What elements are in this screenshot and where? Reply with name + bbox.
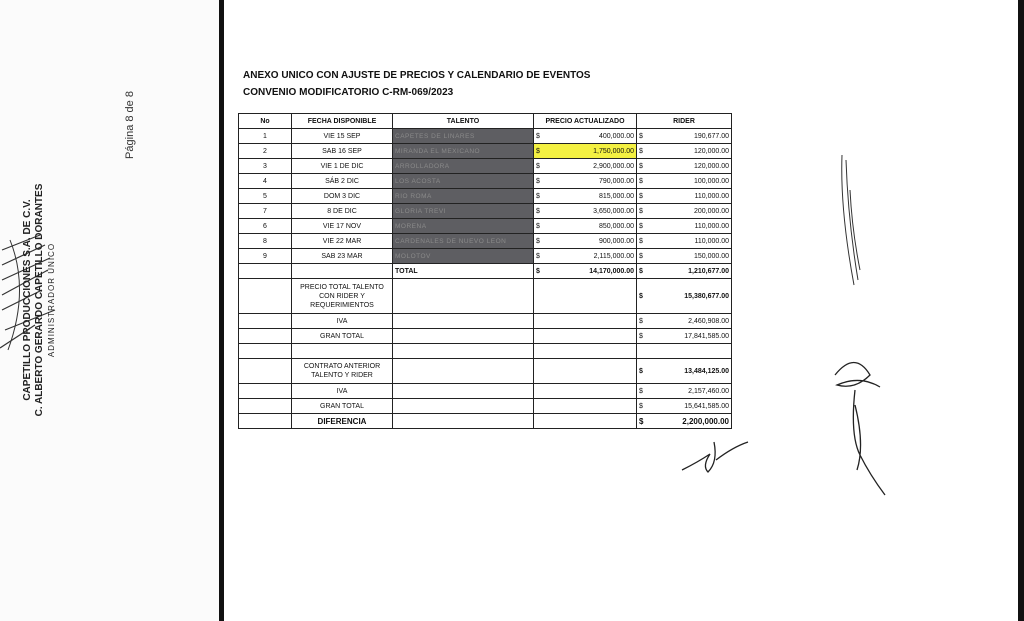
row-precio xyxy=(534,159,637,174)
gran-total-amount: 17,841,585.00 xyxy=(684,332,729,340)
row-no: 5 xyxy=(239,189,292,204)
currency-sign: $ xyxy=(639,192,643,200)
empty-cell xyxy=(393,344,534,359)
currency-sign: $ xyxy=(639,387,643,395)
total-label: TOTAL xyxy=(393,264,534,279)
currency-sign: $ xyxy=(639,267,643,275)
total-rider xyxy=(637,264,732,279)
summary-iva-row xyxy=(239,384,732,399)
initials-signature xyxy=(678,432,753,477)
currency-sign: $ xyxy=(639,162,643,170)
empty-cell xyxy=(239,384,292,399)
empty-cell xyxy=(292,264,393,279)
contrato-anterior-value xyxy=(637,359,732,384)
blank-row xyxy=(239,344,732,359)
row-talento: CAPETES DE LINARES xyxy=(393,129,534,144)
company-stamp xyxy=(22,184,58,417)
margin-signature-bottom xyxy=(825,345,895,500)
currency-sign: $ xyxy=(536,267,540,275)
currency-sign: $ xyxy=(639,147,643,155)
diferencia-amount: 2,200,000.00 xyxy=(682,416,729,426)
summary-precio-total-row xyxy=(239,279,732,314)
empty-cell xyxy=(534,279,637,314)
row-rider xyxy=(637,219,732,234)
row-rider xyxy=(637,144,732,159)
empty-cell xyxy=(393,359,534,384)
company-name: CAPETILLO PRODUCCIONES S.A. DE C.V. xyxy=(22,199,33,401)
row-precio-highlighted xyxy=(534,144,637,159)
row-talento: MORENA xyxy=(393,219,534,234)
rider-amount: 110,000.00 xyxy=(694,222,729,230)
empty-cell xyxy=(239,344,292,359)
table-row xyxy=(239,189,732,204)
currency-sign: $ xyxy=(536,222,540,230)
representative-name: C. ALBERTO GERARDO CAPETILLO DORANTES xyxy=(34,183,45,417)
left-margin-strip xyxy=(0,0,220,621)
empty-cell xyxy=(393,399,534,414)
row-no: 4 xyxy=(239,174,292,189)
rider-amount: 110,000.00 xyxy=(694,237,729,245)
empty-cell xyxy=(239,399,292,414)
row-no: 1 xyxy=(239,129,292,144)
rider-amount: 120,000.00 xyxy=(693,147,729,155)
row-rider xyxy=(637,129,732,144)
row-rider xyxy=(637,234,732,249)
table-row xyxy=(239,159,732,174)
table-row xyxy=(239,144,732,159)
iva-label: IVA xyxy=(292,384,393,399)
table-row xyxy=(239,204,732,219)
row-fecha: SÁB 2 DIC xyxy=(292,174,393,189)
empty-cell xyxy=(534,344,637,359)
gran-total-amount: 15,641,585.00 xyxy=(684,402,729,410)
diferencia-value xyxy=(637,414,732,429)
currency-sign: $ xyxy=(639,237,643,245)
empty-cell xyxy=(534,399,637,414)
summary-gran-total-row xyxy=(239,329,732,344)
row-precio xyxy=(534,189,637,204)
row-no: 2 xyxy=(239,144,292,159)
row-talento: RIO ROMA xyxy=(393,189,534,204)
row-no: 6 xyxy=(239,219,292,234)
precio-amount: 400,000.00 xyxy=(598,132,634,140)
currency-sign: $ xyxy=(639,222,643,230)
table-row xyxy=(239,249,732,264)
gran-total-label: GRAN TOTAL xyxy=(292,329,393,344)
header-rider: RIDER xyxy=(637,114,732,129)
row-fecha: SAB 23 MAR xyxy=(292,249,393,264)
total-precio-amount: 14,170,000.00 xyxy=(589,267,634,275)
rider-amount: 200,000.00 xyxy=(693,207,729,215)
contrato-anterior-label: CONTRATO ANTERIOR TALENTO Y RIDER xyxy=(292,359,393,384)
currency-sign: $ xyxy=(536,177,540,185)
empty-cell xyxy=(393,329,534,344)
empty-cell xyxy=(393,384,534,399)
rider-amount: 100,000.00 xyxy=(693,177,729,185)
row-no: 3 xyxy=(239,159,292,174)
iva-amount: 2,157,460.00 xyxy=(688,387,729,395)
header-no: No xyxy=(239,114,292,129)
row-fecha: DOM 3 DIC xyxy=(292,189,393,204)
summary-iva-row xyxy=(239,314,732,329)
empty-cell xyxy=(292,344,393,359)
gran-total-value xyxy=(637,329,732,344)
table-row xyxy=(239,129,732,144)
empty-cell xyxy=(534,329,637,344)
empty-cell xyxy=(239,414,292,429)
diferencia-label: DIFERENCIA xyxy=(292,414,393,429)
table-row xyxy=(239,219,732,234)
precio-amount: 2,115,000.00 xyxy=(593,252,634,260)
row-precio xyxy=(534,249,637,264)
right-border xyxy=(1018,0,1024,621)
row-no: 8 xyxy=(239,234,292,249)
currency-sign: $ xyxy=(536,207,540,215)
row-rider xyxy=(637,204,732,219)
empty-cell xyxy=(534,414,637,429)
row-fecha: VIE 22 MAR xyxy=(292,234,393,249)
row-fecha: VIE 17 NOV xyxy=(292,219,393,234)
row-talento: GLORIA TREVI xyxy=(393,204,534,219)
header-talento: TALENTO xyxy=(393,114,534,129)
row-rider xyxy=(637,174,732,189)
iva-label: IVA xyxy=(292,314,393,329)
rider-amount: 120,000.00 xyxy=(693,162,729,170)
row-rider xyxy=(637,189,732,204)
precio-amount: 2,900,000.00 xyxy=(593,162,634,170)
rider-amount: 150,000.00 xyxy=(693,252,729,260)
currency-sign: $ xyxy=(536,237,540,245)
iva-value xyxy=(637,314,732,329)
page-divider xyxy=(219,0,224,621)
summary-gran-total-row xyxy=(239,399,732,414)
row-no: 9 xyxy=(239,249,292,264)
currency-sign: $ xyxy=(536,147,540,155)
currency-sign: $ xyxy=(639,292,643,300)
table-row xyxy=(239,174,732,189)
precio-amount: 1,750,000.00 xyxy=(593,147,634,155)
currency-sign: $ xyxy=(639,177,643,185)
currency-sign: $ xyxy=(639,132,643,140)
row-precio xyxy=(534,234,637,249)
precio-total-label: PRECIO TOTAL TALENTO CON RIDER Y REQUERIMIENTOS xyxy=(292,279,393,314)
empty-cell xyxy=(534,359,637,384)
contrato-anterior-amount: 13,484,125.00 xyxy=(684,367,729,375)
total-row xyxy=(239,264,732,279)
currency-sign: $ xyxy=(639,207,643,215)
currency-sign: $ xyxy=(639,252,643,260)
row-fecha: SAB 16 SEP xyxy=(292,144,393,159)
row-talento: MIRANDA EL MEXICANO xyxy=(393,144,534,159)
summary-contrato-anterior-row xyxy=(239,359,732,384)
precio-amount: 815,000.00 xyxy=(598,192,634,200)
representative-role: ADMINISTRADOR ÚNICO xyxy=(47,242,56,358)
precio-total-amount: 15,380,677.00 xyxy=(684,292,729,300)
row-precio xyxy=(534,129,637,144)
row-fecha: 8 DE DIC xyxy=(292,204,393,219)
currency-sign: $ xyxy=(639,317,643,325)
row-no: 7 xyxy=(239,204,292,219)
empty-cell xyxy=(393,414,534,429)
rider-amount: 190,677.00 xyxy=(693,132,729,140)
empty-cell xyxy=(393,279,534,314)
margin-signature-top xyxy=(830,150,890,290)
currency-sign: $ xyxy=(536,162,540,170)
row-precio xyxy=(534,204,637,219)
document-title: ANEXO UNICO CON AJUSTE DE PRECIOS Y CALENDARIO DE EVENTOS xyxy=(243,70,591,81)
gran-total-value xyxy=(637,399,732,414)
row-talento: LOS ACOSTA xyxy=(393,174,534,189)
row-talento: ARROLLADORA xyxy=(393,159,534,174)
currency-sign: $ xyxy=(536,252,540,260)
iva-value xyxy=(637,384,732,399)
header-fecha: FECHA DISPONIBLE xyxy=(292,114,393,129)
summary-diferencia-row xyxy=(239,414,732,429)
document-subtitle: CONVENIO MODIFICATORIO C-RM-069/2023 xyxy=(243,87,454,98)
precio-amount: 900,000.00 xyxy=(598,237,634,245)
price-table xyxy=(238,113,732,429)
row-fecha: VIE 15 SEP xyxy=(292,129,393,144)
rider-amount: 110,000.00 xyxy=(694,192,729,200)
gran-total-label: GRAN TOTAL xyxy=(292,399,393,414)
row-precio xyxy=(534,174,637,189)
currency-sign: $ xyxy=(536,132,540,140)
precio-amount: 790,000.00 xyxy=(598,177,634,185)
currency-sign: $ xyxy=(536,192,540,200)
table-row xyxy=(239,234,732,249)
empty-cell xyxy=(239,264,292,279)
header-precio: PRECIO ACTUALIZADO xyxy=(534,114,637,129)
row-precio xyxy=(534,219,637,234)
currency-sign: $ xyxy=(639,332,643,340)
currency-sign: $ xyxy=(639,367,643,375)
total-precio xyxy=(534,264,637,279)
iva-amount: 2,460,908.00 xyxy=(688,317,729,325)
precio-total-value xyxy=(637,279,732,314)
empty-cell xyxy=(239,314,292,329)
empty-cell xyxy=(239,359,292,384)
page-number: Página 8 de 8 xyxy=(124,91,136,159)
empty-cell xyxy=(239,279,292,314)
empty-cell xyxy=(534,314,637,329)
currency-sign: $ xyxy=(639,402,643,410)
row-talento: MOLOTOV xyxy=(393,249,534,264)
row-talento: CARDENALES DE NUEVO LEON xyxy=(393,234,534,249)
row-rider xyxy=(637,159,732,174)
empty-cell xyxy=(637,344,732,359)
precio-amount: 850,000.00 xyxy=(598,222,634,230)
row-fecha: VIE 1 DE DIC xyxy=(292,159,393,174)
empty-cell xyxy=(534,384,637,399)
total-rider-amount: 1,210,677.00 xyxy=(688,267,729,275)
row-rider xyxy=(637,249,732,264)
precio-amount: 3,650,000.00 xyxy=(593,207,634,215)
empty-cell xyxy=(239,329,292,344)
empty-cell xyxy=(393,314,534,329)
currency-sign: $ xyxy=(639,416,644,426)
table-header-row xyxy=(239,114,732,129)
